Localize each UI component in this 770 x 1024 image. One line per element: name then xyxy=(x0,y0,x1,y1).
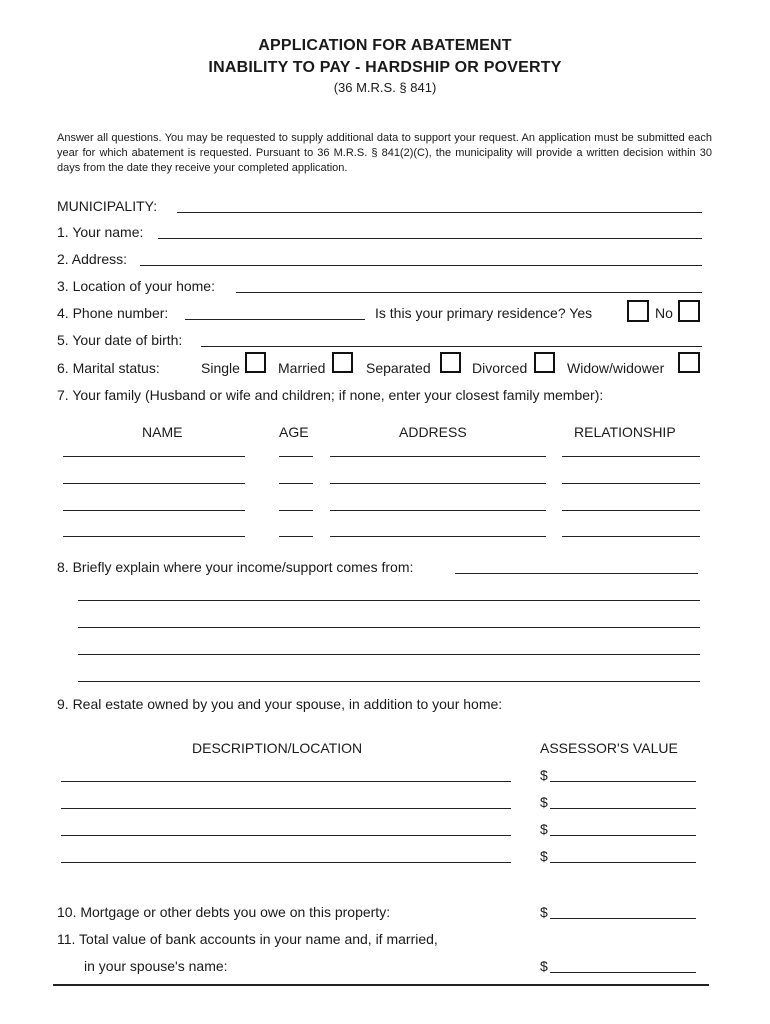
name-label: 1. Your name: xyxy=(57,224,144,240)
form-subtitle: INABILITY TO PAY - HARDSHIP OR POVERTY xyxy=(208,59,562,76)
family-row-2-address[interactable] xyxy=(330,483,546,484)
marital-divorced-checkbox[interactable] xyxy=(534,352,555,373)
real-estate-row-2-value[interactable] xyxy=(550,808,696,809)
municipality-field[interactable] xyxy=(177,212,702,213)
address-field[interactable] xyxy=(140,265,702,266)
bank-accounts-value-field[interactable] xyxy=(550,972,696,973)
dob-field[interactable] xyxy=(201,346,702,347)
statute-reference: (36 M.R.S. § 841) xyxy=(333,80,437,95)
marital-widow-label: Widow/widower xyxy=(567,360,665,376)
bank-accounts-dollar: $ xyxy=(540,958,548,974)
real-estate-row-3-description[interactable] xyxy=(61,835,511,836)
family-row-3-age[interactable] xyxy=(279,510,313,511)
marital-separated-label: Separated xyxy=(366,360,431,376)
family-row-4-address[interactable] xyxy=(330,536,546,537)
family-row-1-name[interactable] xyxy=(63,456,245,457)
marital-married-checkbox[interactable] xyxy=(332,352,353,373)
name-field[interactable] xyxy=(158,238,702,239)
family-row-2-age[interactable] xyxy=(279,483,313,484)
real-estate-row-1-value[interactable] xyxy=(550,781,696,782)
real-estate-label: 9. Real estate owned by you and your spouse, in addition to your home: xyxy=(57,696,503,712)
family-row-1-address[interactable] xyxy=(330,456,546,457)
dob-label: 5. Your date of birth: xyxy=(57,332,183,348)
marital-status-label: 6. Marital status: xyxy=(57,360,160,376)
real-estate-row-3-value[interactable] xyxy=(550,835,696,836)
income-label: 8. Briefly explain where your income/support comes from: xyxy=(57,559,414,575)
primary-residence-yes-checkbox[interactable] xyxy=(627,300,649,322)
real-estate-row-1-description[interactable] xyxy=(61,781,511,782)
home-location-field[interactable] xyxy=(236,292,702,293)
family-row-4-relationship[interactable] xyxy=(562,536,700,537)
real-estate-row-4-value[interactable] xyxy=(550,862,696,863)
instructions-paragraph: Answer all questions. You may be requested to supply additional data to support your request. An application must be submitted each year for which abatement is requested. Pursuant to 36 M.R.S. § 841(2)(C), the municipality will provide a written decision within 30 days from the date they receive your completed application. xyxy=(57,132,712,174)
marital-single-checkbox[interactable] xyxy=(245,352,266,373)
family-row-1-relationship[interactable] xyxy=(562,456,700,457)
income-field[interactable] xyxy=(455,573,698,574)
primary-residence-no-checkbox[interactable] xyxy=(678,300,700,322)
real-estate-row-4-description[interactable] xyxy=(61,862,511,863)
bottom-divider xyxy=(53,984,709,986)
real-estate-row-1-dollar: $ xyxy=(540,767,548,783)
real-estate-header-description: DESCRIPTION/LOCATION xyxy=(192,740,363,756)
form-title: APPLICATION FOR ABATEMENT xyxy=(258,37,512,54)
family-header-relationship: RELATIONSHIP xyxy=(574,424,676,440)
home-location-label: 3. Location of your home: xyxy=(57,278,215,294)
income-line-4[interactable] xyxy=(78,654,700,655)
real-estate-row-4-dollar: $ xyxy=(540,848,548,864)
bank-accounts-label: 11. Total value of bank accounts in your name and, if married, xyxy=(57,931,438,947)
bank-accounts-label-cont: in your spouse's name: xyxy=(84,958,228,974)
family-row-4-name[interactable] xyxy=(63,536,245,537)
marital-married-label: Married xyxy=(278,360,326,376)
real-estate-row-3-dollar: $ xyxy=(540,821,548,837)
family-row-2-name[interactable] xyxy=(63,483,245,484)
family-row-3-address[interactable] xyxy=(330,510,546,511)
family-row-4-age[interactable] xyxy=(279,536,313,537)
mortgage-label: 10. Mortgage or other debts you owe on this property: xyxy=(57,904,391,920)
family-header-name: NAME xyxy=(142,424,183,440)
municipality-label: MUNICIPALITY: xyxy=(57,198,158,214)
family-row-3-name[interactable] xyxy=(63,510,245,511)
mortgage-value-field[interactable] xyxy=(550,918,696,919)
phone-field[interactable] xyxy=(185,319,365,320)
family-header-age: AGE xyxy=(279,424,309,440)
family-row-1-age[interactable] xyxy=(279,456,313,457)
marital-widow-checkbox[interactable] xyxy=(678,352,700,373)
real-estate-row-2-dollar: $ xyxy=(540,794,548,810)
real-estate-row-2-description[interactable] xyxy=(61,808,511,809)
primary-residence-label: Is this your primary residence? Yes xyxy=(375,305,593,321)
family-header-address: ADDRESS xyxy=(399,424,467,440)
income-line-2[interactable] xyxy=(78,600,700,601)
primary-residence-no-label: No xyxy=(655,305,673,321)
marital-separated-checkbox[interactable] xyxy=(440,352,461,373)
income-line-3[interactable] xyxy=(78,627,700,628)
address-label: 2. Address: xyxy=(57,251,128,267)
mortgage-dollar: $ xyxy=(540,904,548,920)
family-label: 7. Your family (Husband or wife and children; if none, enter your closest family member): xyxy=(57,387,604,403)
income-line-5[interactable] xyxy=(78,681,700,682)
phone-label: 4. Phone number: xyxy=(57,305,169,321)
family-row-3-relationship[interactable] xyxy=(562,510,700,511)
family-row-2-relationship[interactable] xyxy=(562,483,700,484)
marital-divorced-label: Divorced xyxy=(472,360,528,376)
real-estate-header-value: ASSESSOR'S VALUE xyxy=(540,740,678,756)
marital-single-label: Single xyxy=(201,360,240,376)
